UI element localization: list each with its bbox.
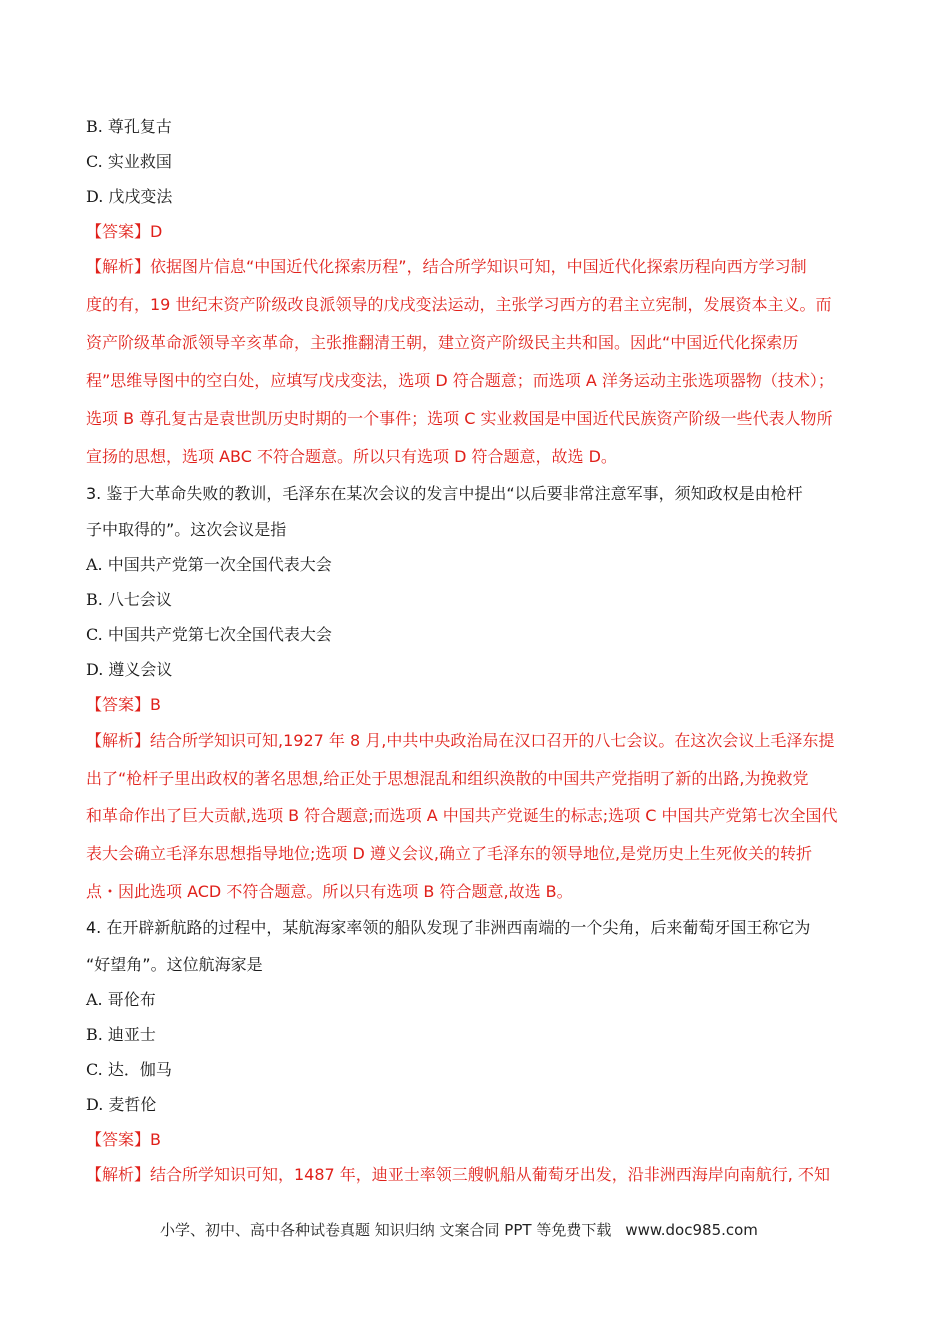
q4-option-c: C. 达．伽马	[86, 1060, 172, 1079]
q3-option-d: D. 遵义会议	[86, 660, 173, 679]
q2-analysis-line: 资产阶级革命派领导辛亥革命，主张推翻清王朝，建立资产阶级民主共和国。因此“中国近代化探索历	[86, 333, 799, 352]
q3-stem-line: 3. 鉴于大革命失败的教训，毛泽东在某次会议的发言中提出“以后要非常注意军事，须知政权是由枪杆	[86, 484, 803, 503]
q2-answer: 【答案】D	[86, 222, 163, 241]
q3-analysis-line: 出了“枪杆子里出政权的著名思想,给正处于思想混乱和组织涣散的中国共产党指明了新的出路,为挽救党	[86, 769, 809, 788]
q4-analysis-line: 【解析】结合所学知识可知，1487 年，迪亚士率领三艘帆船从葡萄牙出发，沿非洲西海岸向南航行, 不知	[86, 1165, 830, 1184]
q4-option-d: D. 麦哲伦	[86, 1095, 157, 1114]
footer-text: 小学、初中、高中各种试卷真题 知识归纳 文案合同 PPT 等免费下载	[160, 1221, 612, 1239]
q2-analysis-line: 选项 B 尊孔复古是袁世凯历史时期的一个事件；选项 C 实业救国是中国近代民族资产阶级一些代表人物所	[86, 409, 833, 428]
q3-analysis-line: 点・因此选项 ACD 不符合题意。所以只有选项 B 符合题意,故选 B。	[86, 882, 573, 901]
footer-url-link[interactable]: www.doc985.com	[625, 1221, 758, 1239]
q2-option-c: C. 实业救国	[86, 152, 172, 171]
q4-option-a: A. 哥伦布	[86, 990, 156, 1009]
q3-stem-line: 子中取得的”。这次会议是指	[86, 520, 287, 539]
q3-answer: 【答案】B	[86, 695, 161, 714]
q2-option-d: D. 戊戌变法	[86, 187, 173, 206]
q3-analysis-line: 表大会确立毛泽东思想指导地位;选项 D 遵义会议,确立了毛泽东的领导地位,是党历史上生死攸关的转折	[86, 844, 813, 863]
q3-analysis-line: 和革命作出了巨大贡献,选项 B 符合题意;而选项 A 中国共产党诞生的标志;选项 C 中国共产党第七次全国代	[86, 806, 838, 825]
q3-analysis-line: 【解析】结合所学知识可知,1927 年 8 月,中共中央政治局在汉口召开的八七会议。在这次会议上毛泽东提	[86, 731, 835, 750]
q2-analysis-line: 【解析】依据图片信息“中国近代化探索历程”，结合所学知识可知，中国近代化探索历程向西方学习制	[86, 257, 807, 276]
q2-analysis-line: 度的有，19 世纪末资产阶级改良派领导的戊戌变法运动，主张学习西方的君主立宪制，发展资本主义。而	[86, 295, 832, 314]
q2-option-b: B. 尊孔复古	[86, 117, 172, 136]
q4-stem-line: “好望角”。这位航海家是	[86, 955, 263, 974]
q4-option-b: B. 迪亚士	[86, 1025, 156, 1044]
q4-stem-line: 4. 在开辟新航路的过程中，某航海家率领的船队发现了非洲西南端的一个尖角，后来葡萄牙国王称它为	[86, 918, 811, 937]
q2-analysis-line: 程”思维导图中的空白处，应填写戊戌变法，选项 D 符合题意；而选项 A 洋务运动主张选项器物（技术）；	[86, 371, 834, 390]
q3-option-a: A. 中国共产党第一次全国代表大会	[86, 555, 332, 574]
q3-option-b: B. 八七会议	[86, 590, 172, 609]
q4-answer: 【答案】B	[86, 1130, 161, 1149]
q2-analysis-line: 宣扬的思想，选项 ABC 不符合题意。所以只有选项 D 符合题意，故选 D。	[86, 447, 617, 466]
page-footer	[160, 1220, 758, 1240]
q3-option-c: C. 中国共产党第七次全国代表大会	[86, 625, 332, 644]
